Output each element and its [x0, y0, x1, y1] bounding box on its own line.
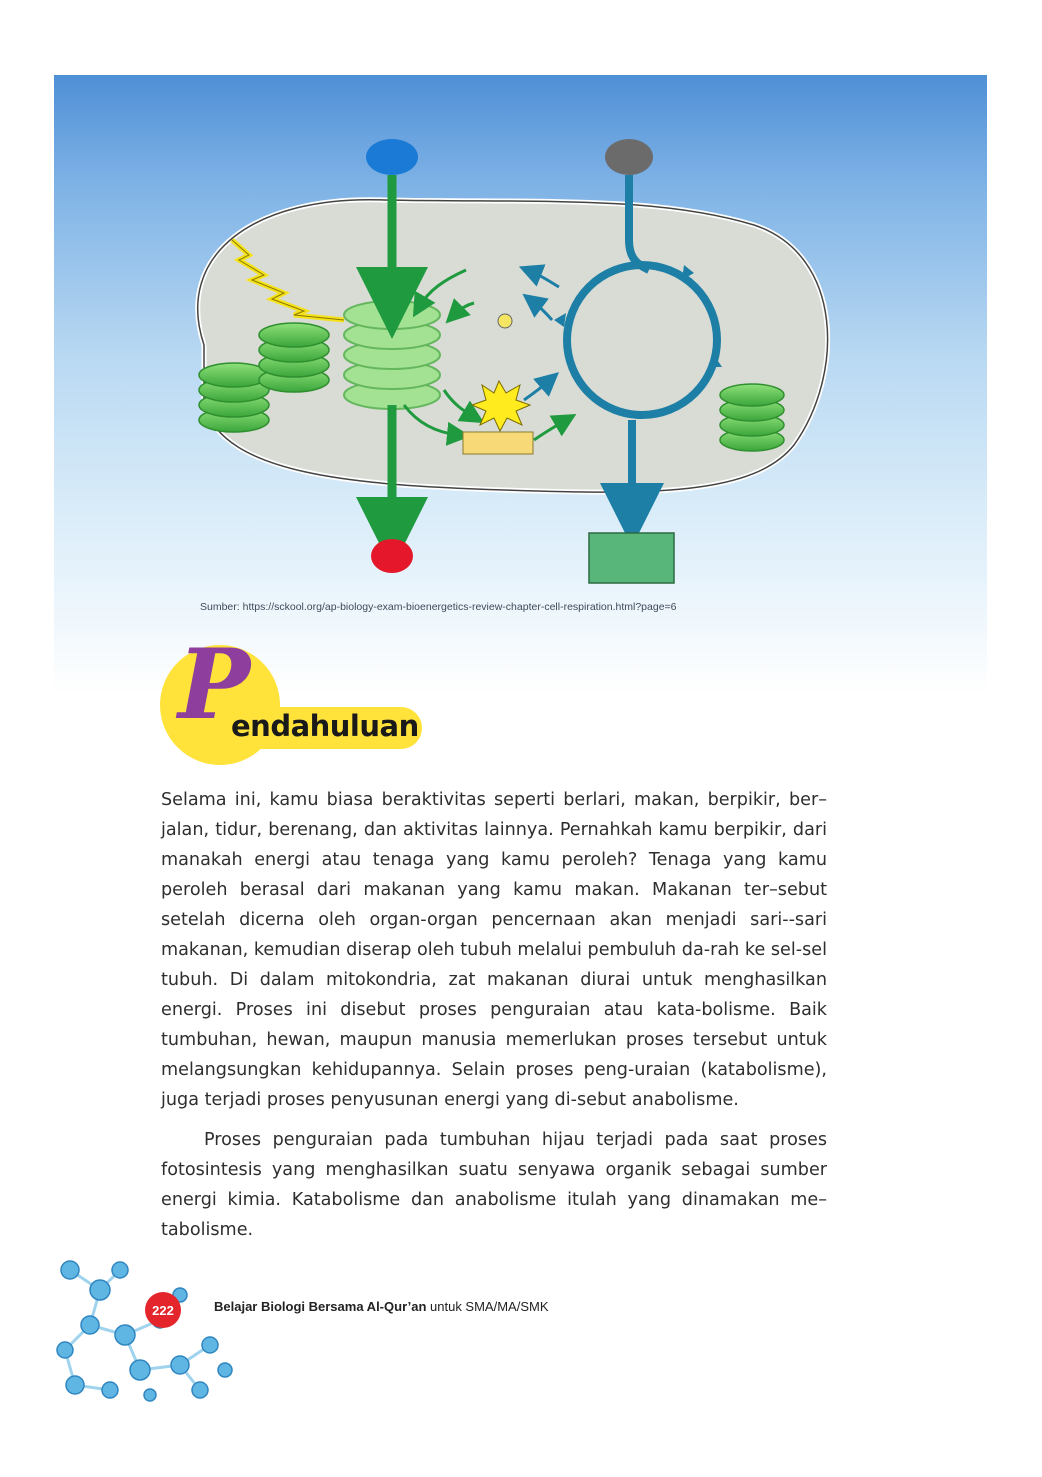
figure-panel	[54, 75, 987, 695]
thylakoid-stack-center	[344, 301, 440, 409]
book-title-bold: Belajar Biologi Bersama Al-Qur’an	[214, 1299, 427, 1314]
input-gray-oval	[605, 139, 653, 175]
paragraph-1: Selama ini, kamu biasa beraktivitas seperti berlari, makan, berpikir, ber–jalan, tidur, berenang, dan aktivitas lainnya. Pernahkah kamu berpikir, dari manakah energi atau tenaga yang kamu peroleh? Tenaga yang kamu peroleh berasal dari makanan yang kamu makan. Makanan ter–sebut setelah dicerna oleh organ-organ pencernaan akan menjadi sari--sari makanan, kemudian diserap oleh tubuh melalui pembuluh da-rah ke sel-sel tubuh. Di dalam mitokondria, zat makanan diurai untuk menghasilkan energi. Proses ini disebut proses penguraian atau kata-bolisme. Baik tumbuhan, hewan, maupun manusia memerlukan proses tersebut untuk melangsungkan kehidupannya. Selain proses peng-uraian (katabolisme), juga terjadi proses penyusunan energi yang di-sebut anabolisme.	[161, 790, 827, 1110]
page-number-badge: 222	[145, 1292, 181, 1328]
book-title	[214, 1299, 549, 1314]
book-title-rest: untuk SMA/MA/SMK	[426, 1299, 549, 1314]
heading-initial: P	[178, 628, 251, 741]
section-heading	[160, 628, 430, 770]
input-blue-oval	[366, 139, 418, 175]
heading-text: endahuluan	[231, 709, 419, 743]
molecule-decoration	[50, 1250, 240, 1405]
body-text	[161, 785, 827, 1255]
paragraph-2: Proses penguraian pada tumbuhan hijau terjadi pada saat proses fotosintesis yang menghasilkan suatu senyawa organik sebagai sumber energi kimia. Katabolisme dan anabolisme itulah yang dinamakan me–tabolisme.	[161, 1130, 827, 1240]
output-red-oval	[371, 539, 413, 573]
thylakoid-stack-right	[720, 384, 784, 451]
output-green-box	[589, 533, 674, 583]
yellow-molecule	[498, 314, 512, 328]
figure-source-caption: Sumber: https://sckool.org/ap-biology-exam-bioenergetics-review-chapter-cell-respiration.html?page=6	[200, 601, 677, 613]
product-rectangle	[463, 432, 533, 454]
